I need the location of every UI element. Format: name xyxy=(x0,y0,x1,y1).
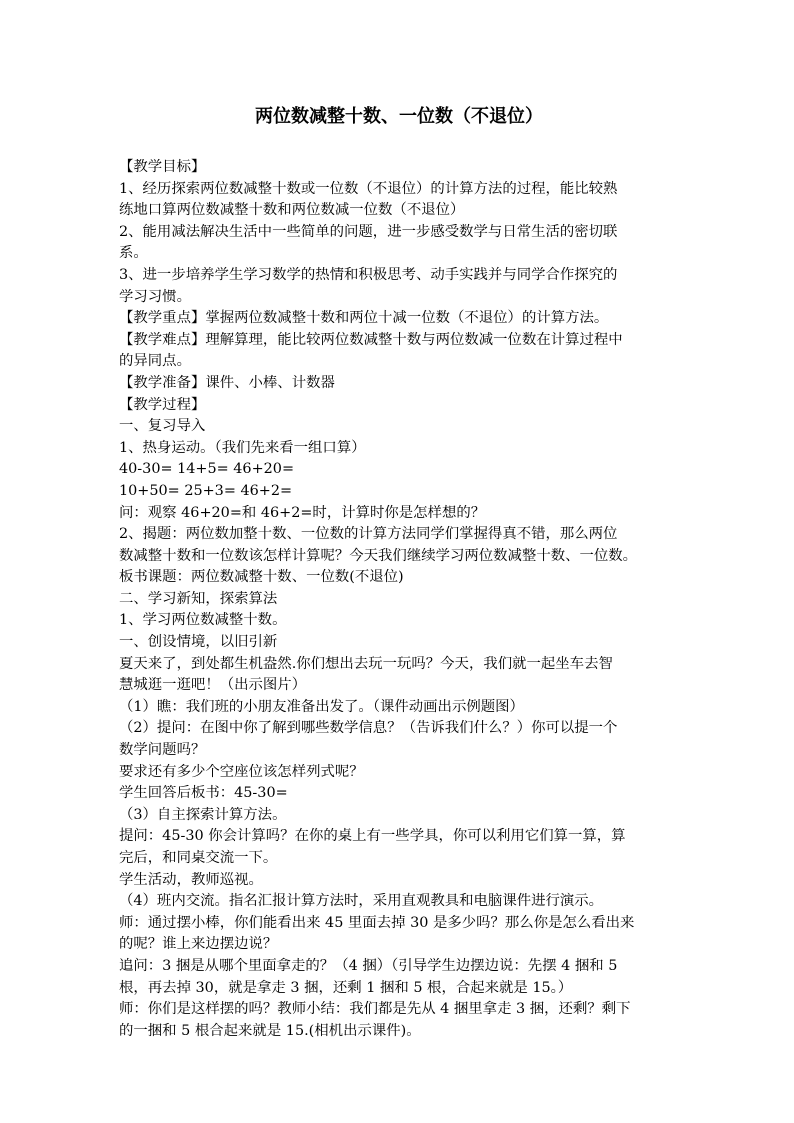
text-line: 完后，和同桌交流一下。 xyxy=(119,850,278,866)
text-line: 练地口算两位数减整十数和两位数减一位数（不退位） xyxy=(119,202,465,219)
text-line: 的呢？谁上来边摆边说？ xyxy=(119,936,278,953)
text-line: 师：你们是这样摆的吗？教师小结：我们都是先从 4 捆里拿走 3 捆，还剩？剩下 xyxy=(119,1001,631,1018)
text-line: 2、能用减法解决生活中一些简单的问题，进一步感受数学与日常生活的密切联 xyxy=(119,223,618,240)
text-line: 学习习惯。 xyxy=(119,288,191,305)
text-line: 师：通过摆小棒，你们能看出来 45 里面去掉 30 是多少吗？那么你是怎么看出来 xyxy=(119,914,635,931)
document-body xyxy=(119,157,679,1042)
document-title: 两位数减整十数、一位数（不退位） xyxy=(255,106,543,127)
text-line: （4）班内交流。指名汇报计算方法时，采用直观教具和电脑课件进行演示。 xyxy=(119,893,604,910)
text-line: 数学问题吗？ xyxy=(119,742,206,759)
text-line: 10+50= 25+3= 46+2= xyxy=(119,482,293,499)
text-line: 1、热身运动。（我们先来看一组口算） xyxy=(119,439,366,456)
text-line: 【教学难点】理解算理，能比较两位数减整十数与两位数减一位数在计算过程中 xyxy=(119,331,623,348)
text-line: 【教学目标】 xyxy=(119,159,206,175)
text-line: 慧城逛一逛吧！（出示图片） xyxy=(119,677,307,694)
text-line: 1、经历探索两位数减整十数或一位数（不退位）的计算方法的过程，能比较熟 xyxy=(119,180,618,197)
text-line: 板书课题：两位数减整十数、一位数(不退位) xyxy=(119,569,404,586)
text-line: 根，再去掉 30，就是拿走 3 捆，还剩 1 捆和 5 根，合起来就是 15。） xyxy=(119,979,573,996)
text-line: 【教学过程】 xyxy=(119,396,206,413)
text-line: （1）瞧：我们班的小朋友准备出发了。（课件动画出示例题图） xyxy=(119,698,524,715)
text-line: 一、复习导入 xyxy=(119,418,206,435)
text-line: 追问：3 捆是从哪个里面拿走的？（4 捆）（引导学生边摆边说：先摆 4 捆和 5 xyxy=(119,957,618,974)
text-line: 要求还有多少个空座位该怎样列式呢？ xyxy=(119,763,364,780)
text-line: 二、学习新知，探索算法 xyxy=(119,590,278,607)
text-line: （2）提问：在图中你了解到哪些数学信息？（告诉我们什么？）你可以提一个 xyxy=(119,720,618,737)
text-line: 40-30= 14+5= 46+20= xyxy=(119,461,295,478)
text-line: 数减整十数和一位数该怎样计算呢？今天我们继续学习两位数减整十数、一位数。 xyxy=(119,547,638,564)
text-line: 1、学习两位数减整十数。 xyxy=(119,612,287,629)
text-line: 2、揭题：两位数加整十数、一位数的计算方法同学们掌握得真不错，那么两位 xyxy=(119,526,618,543)
text-line: （3）自主探索计算方法。 xyxy=(119,806,287,823)
text-line: 学生回答后板书：45-30= xyxy=(119,785,288,802)
text-line: 的一捆和 5 根合起来就是 15.(相机出示课件)。 xyxy=(119,1022,421,1039)
text-line: 3、进一步培养学生学习数学的热情和积极思考、动手实践并与同学合作探究的 xyxy=(119,266,618,283)
text-line: 夏天来了，到处都生机盎然.你们想出去玩一玩吗？今天，我们就一起坐车去智 xyxy=(119,655,613,672)
text-line: 问：观察 46+20=和 46+2=时，计算时你是怎样想的？ xyxy=(119,504,486,521)
text-line: 【教学重点】掌握两位数减整十数和两位十减一位数（不退位）的计算方法。 xyxy=(119,310,609,327)
text-line: 学生活动，教师巡视。 xyxy=(119,871,263,888)
text-line: 一、创设情境，以旧引新 xyxy=(119,634,278,651)
text-line: 提问：45-30 你会计算吗？在你的桌上有一些学具，你可以利用它们算一算，算 xyxy=(119,828,626,845)
text-line: 【教学准备】课件、小棒、计数器 xyxy=(119,374,335,391)
text-line: 的异同点。 xyxy=(119,353,191,370)
text-line: 系。 xyxy=(119,245,148,262)
